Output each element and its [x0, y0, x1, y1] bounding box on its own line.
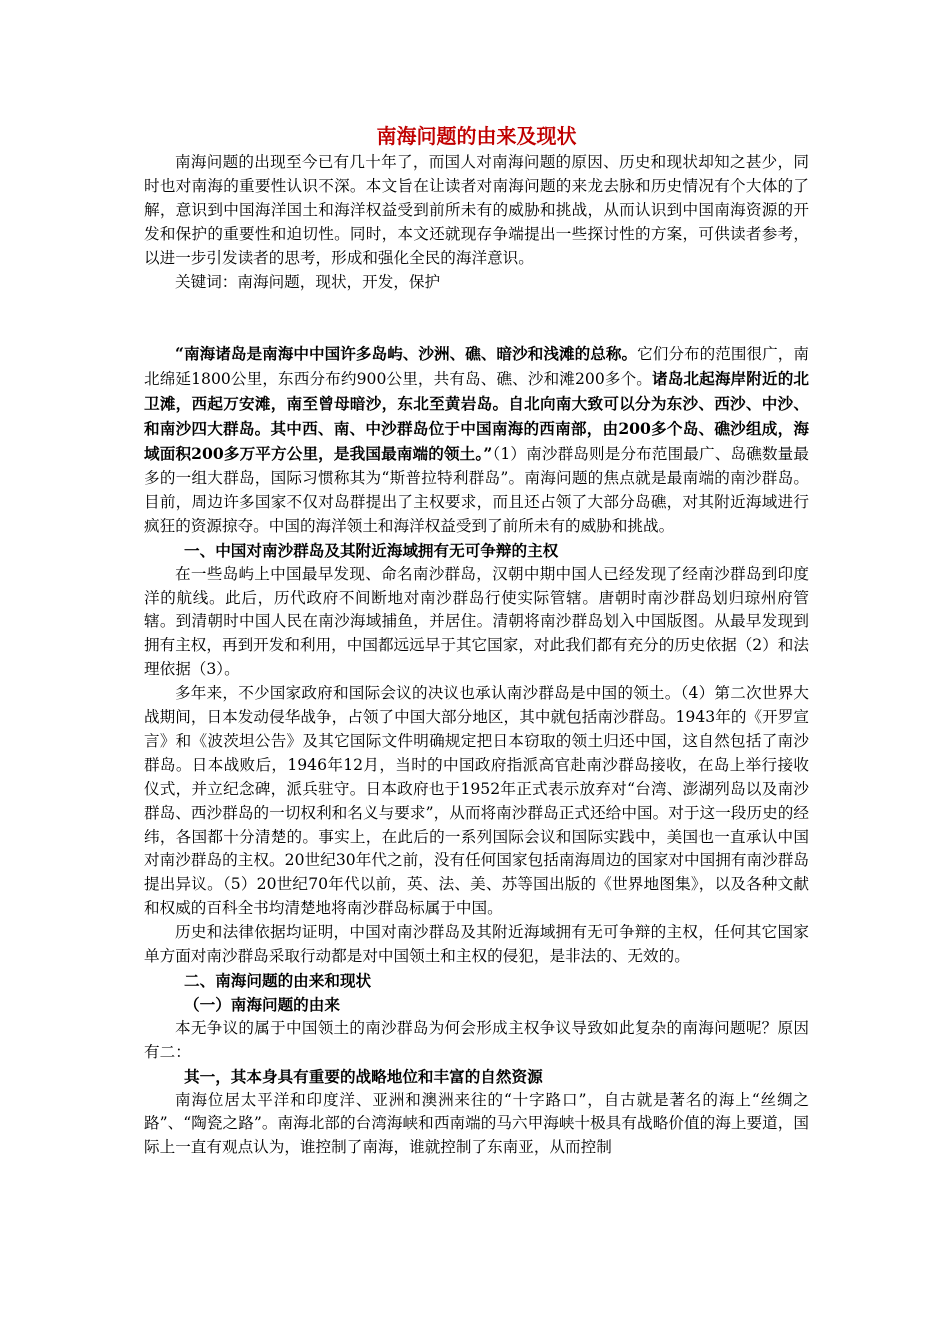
intro-text-1: 它们分布的范围很广，南北绵延1800公里，东西分布约900公里，共有岛、礁、沙和滩200多个。 [144, 345, 809, 389]
abstract-paragraph: 南海问题的出现至今已有几十年了，而国人对南海问题的原因、历史和现状却知之甚少，同时也对南海的重要性认识不深。本文旨在让读者对南海问题的来龙去脉和历史情况有个大体的了解，意识到中国海洋国土和海洋权益受到前所未有的威胁和挑战，从而认识到中国南海资源的开发和保护的重要性和迫切性。同时，本文还就现存争端提出一些探讨性的方案，可供读者参考，以进一步引发读者的思考，形成和强化全民的海洋意识。 [144, 153, 809, 267]
section-2-heading: 二、南海问题的由来和现状 [184, 971, 372, 990]
section-1-paragraph-2: 多年来，不少国家政府和国际会议的决议也承认南沙群岛是中国的领土。（4）第二次世界大战期间，日本发动侵华战争，占领了中国大部分地区，其中就包括南沙群岛。1943年的《开罗宣言》和《波茨坦公告》及其它国际文件明确规定把日本窃取的领土归还中国，这自然包括了南沙群岛。日本战败后，1946年12月，当时的中国政府指派高官赴南沙群岛接收，在岛上举行接收仪式，并立纪念碑，派兵驻守。日本政府也于1952年正式表示放弃对“台湾、澎湖列岛以及南沙群岛、西沙群岛的一切权利和名义与要求”，从而将南沙群岛正式还给中国。对于这一段历史的经纬，各国都十分清楚的。事实上，在此后的一系列国际会议和国际实践中，美国也一直承认中国对南沙群岛的主权。20世纪30年代之前，没有任何国家包括南海周边的国家对中国拥有南沙群岛提出异议。（5）20世纪70年代以前，英、法、美、苏等国出版的《世界地图集》，以及各种文献和权威的百科全书均清楚地将南沙群岛标属于中国。 [144, 684, 809, 918]
section-2-paragraph-2: 南海位居太平洋和印度洋、亚洲和澳洲来往的“十字路口”，自古就是著名的海上“丝绸之路”、“陶瓷之路”。南海北部的台湾海峡和西南端的马六甲海峡十极具有战略价值的海上要道，国际上一直有观点认为，谁控制了南海，谁就控制了东南亚，从而控制 [144, 1090, 809, 1157]
intro-paragraph [144, 342, 809, 538]
intro-text-2: （1）南沙群岛则是分布范围最广、岛礁数量最多的一组大群岛，国际习惯称其为“斯普拉特利群岛”。南海问题的焦点就是最南端的南沙群岛。目前，周边许多国家不仅对岛群提出了主权要求，而且还占领了大部分岛礁，对其附近海域进行疯狂的资源掠夺。中国的海洋领土和海洋权益受到了前所未有的威胁和挑战。 [144, 445, 809, 535]
section-1-paragraph-3: 历史和法律依据均证明，中国对南沙群岛及其附近海域拥有无可争辩的主权，任何其它国家单方面对南沙群岛采取行动都是对中国领土和主权的侵犯，是非法的、无效的。 [144, 923, 809, 966]
section-2-subheading-2: 其一，其本身具有重要的战略地位和丰富的自然资源 [184, 1066, 543, 1086]
section-2-subheading-1: （一）南海问题的由来 [184, 994, 340, 1014]
section-1-heading: 一、中国对南沙群岛及其附近海域拥有无可争辩的主权 [184, 540, 559, 560]
intro-bold-2: 诸岛北起海岸附近的北卫滩，西起万安滩，南至曾母暗沙，东北至黄岩岛。自北向南大致可以分为东沙、西沙、中沙、和南沙四大群岛。其中西、南、中沙群岛位于中国南海的西南部，由200多个岛、礁沙组成，海域面积200多万平方公里，是我国最南端的领土。” [144, 369, 809, 464]
document-page [144, 121, 809, 1160]
intro-bold-1: “南海诸岛是南海中中国许多岛屿、沙洲、礁、暗沙和浅滩的总称。 [175, 344, 638, 364]
section-1-paragraph-1: 在一些岛屿上中国最早发现、命名南沙群岛，汉朝中期中国人已经发现了经南沙群岛到印度洋的航线。此后，历代政府不间断地对南沙群岛行使实际管辖。唐朝时南沙群岛划归琼州府管辖。到清朝时中国人民在南沙海域捕鱼，并居住。清朝将南沙群岛划入中国版图。从最早发现到拥有主权，再到开发和利用，中国都远远早于其它国家，对此我们都有充分的历史依据（2）和法理依据（3）。 [144, 564, 809, 679]
spacer [144, 294, 809, 342]
section-2-paragraph-1: 本无争议的属于中国领土的南沙群岛为何会形成主权争议导致如此复杂的南海问题呢？原因有二： [144, 1018, 809, 1061]
document-title: 南海问题的由来及现状 [376, 124, 577, 148]
keywords-line: 关键词：南海问题，现状，开发，保护 [175, 272, 441, 291]
